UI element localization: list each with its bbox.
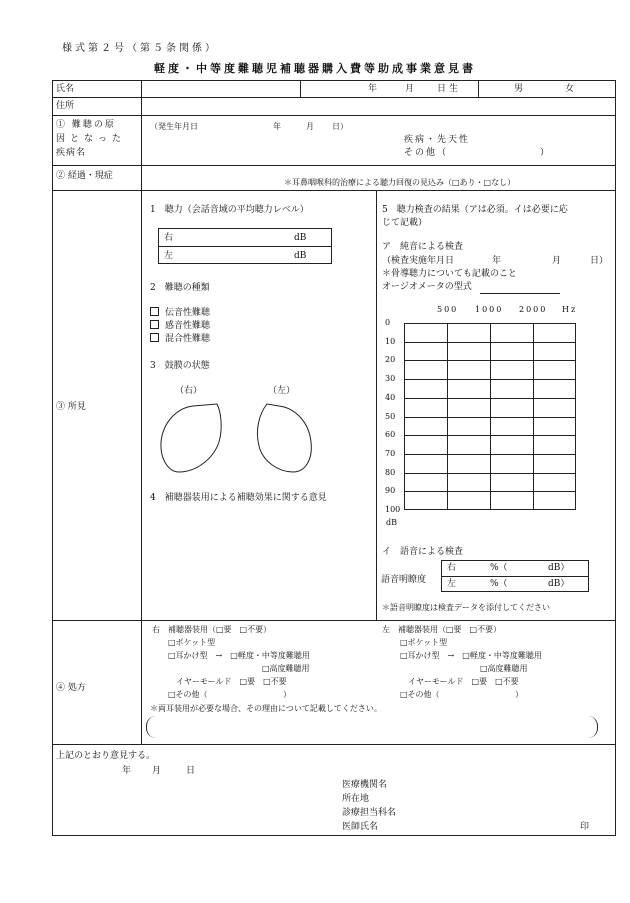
right-behind-ear-type[interactable]: □耳かけ型 → □軽度・中等度難聴用 <box>168 651 310 660</box>
hz-label-2000: 2000 <box>519 305 548 314</box>
label-column-divider <box>141 80 142 744</box>
audiogram-db-tick-label: 80 <box>385 467 396 477</box>
audiogram-row-line <box>405 360 575 361</box>
audiogram-db-tick-label: 10 <box>385 336 396 346</box>
bone-conduction-note: ＊骨導聴力についても記載のこと <box>382 269 517 279</box>
speech-left-pct[interactable]: %（ <box>490 579 508 589</box>
speech-test-title: イ 語音による検査 <box>382 547 464 557</box>
name-label: 氏名 <box>56 84 75 94</box>
audiogram-db-tick-label: 70 <box>385 448 396 458</box>
left-aid-title[interactable]: 左 補聴器装用（□要 □不要） <box>382 625 502 634</box>
left-severe-type[interactable]: □高度難聴用 <box>480 664 528 673</box>
test-results-title-line1: 5 聴力検査の結果（アは必須。イは必要に応 <box>382 205 568 215</box>
speech-left-db[interactable]: dB） <box>548 579 570 589</box>
pure-tone-title: ア 純音による検査 <box>382 242 464 252</box>
eardrum-title: 3 鼓膜の状態 <box>150 361 210 371</box>
audiogram-db-tick-label: 0 <box>385 318 391 327</box>
course-label: ② 経過・現症 <box>56 171 113 181</box>
left-behind-ear-type[interactable]: □耳かけ型 → □軽度・中等度難聴用 <box>400 651 542 660</box>
statement: 上記のとおり意見する。 <box>56 751 156 761</box>
gender-female[interactable]: 女 <box>565 84 575 94</box>
pure-tone-year: 年 <box>492 256 502 266</box>
seal-mark: 印 <box>580 822 590 832</box>
audiogram-row-line <box>405 398 575 399</box>
loss-type-mixed[interactable]: 混合性難聴 <box>150 333 210 345</box>
sign-month: 月 <box>152 766 162 776</box>
birth-month-label: 月 <box>405 84 415 94</box>
disease-other-label: その他（ <box>404 148 449 158</box>
audiogram-row-line <box>405 342 575 343</box>
loss-type-title: 2 難聴の種類 <box>150 283 210 293</box>
gender-male[interactable]: 男 <box>514 84 524 94</box>
left-earmold[interactable]: イヤーモールド □要 □不要 <box>408 677 519 686</box>
row-divider <box>52 620 616 621</box>
speech-clarity-label: 語音明瞭度 <box>381 575 427 585</box>
sign-day: 日 <box>186 766 196 776</box>
audiometer-model-label: オージオメータの型式 <box>382 282 472 292</box>
hearing-left-unit[interactable]: dB <box>294 251 307 261</box>
prescription-label: ④ 処方 <box>56 683 86 693</box>
address-label: 住所 <box>56 101 75 111</box>
findings-divider <box>376 190 377 620</box>
loss-type-conductive[interactable]: 伝音性難聴 <box>150 307 210 319</box>
address-field[interactable] <box>142 98 615 114</box>
onset-day-label: 日） <box>332 122 348 131</box>
audiogram-db-tick-label: 20 <box>385 355 396 365</box>
right-earmold[interactable]: イヤーモールド □要 □不要 <box>176 677 287 686</box>
sign-year: 年 <box>122 766 132 776</box>
hearing-aid-effect-title: 4 補聴器装用による補聴効果に関する意見 <box>150 493 327 503</box>
institution-label: 医療機関名 <box>342 780 388 790</box>
onset-year-label: 年 <box>273 122 281 131</box>
facility-address-label: 所在地 <box>342 794 370 804</box>
cause-label-line2: 因となった <box>56 134 127 144</box>
pure-tone-month: 月 <box>552 256 562 266</box>
audiometer-model-field[interactable] <box>480 293 560 294</box>
pure-tone-day: 日） <box>590 256 609 266</box>
speech-right-label: 右 <box>447 563 457 573</box>
audiogram-db-tick-label: 60 <box>385 430 396 440</box>
right-other[interactable]: □その他（ <box>168 690 208 699</box>
gender-divider <box>478 80 479 97</box>
form-title: 軽度・中等度難聴児補聴器購入費等助成事業意見書 <box>154 62 476 75</box>
test-results-title-line2: じて記載） <box>382 218 428 228</box>
audiogram-row-line <box>405 435 575 436</box>
speech-right-db[interactable]: dB） <box>548 563 570 573</box>
onset-date-label: （発生年月日 <box>150 122 198 131</box>
right-other-close: ） <box>283 690 291 699</box>
right-pocket-type[interactable]: □ポケット型 <box>168 638 216 647</box>
eardrum-right-outline <box>161 404 221 472</box>
binaural-note: ＊両耳装用が必要な場合、その理由について記載してください。 <box>150 704 382 713</box>
eardrum-left-outline <box>257 404 311 472</box>
audiogram-db-tick-label: 100 <box>385 505 401 514</box>
audiogram-db-tick-label: 30 <box>385 374 396 384</box>
checkbox[interactable] <box>150 320 159 329</box>
audiogram-db-tick-label: 40 <box>385 392 396 402</box>
recovery-note: ＊耳鼻咽喉科的治療による聴力回復の見込み（□あり・□なし） <box>284 178 516 187</box>
birth-day-label: 日生 <box>437 84 462 94</box>
hearing-left-label: 左 <box>164 251 174 261</box>
cause-label-line3: 疾病名 <box>56 148 87 158</box>
audiogram-row-line <box>405 417 575 418</box>
speech-right-pct[interactable]: %（ <box>490 563 508 573</box>
speech-left-label: 左 <box>447 579 457 589</box>
row-divider <box>52 115 616 116</box>
hearing-right-unit[interactable]: dB <box>294 233 307 243</box>
audiogram-grid[interactable] <box>404 323 576 510</box>
audiogram-db-tick-label: 90 <box>385 486 396 496</box>
row-divider <box>52 190 616 191</box>
pure-tone-date-label: （検査実施年月日 <box>382 256 455 266</box>
form-number: 様式第２号（第５条関係） <box>62 43 218 54</box>
hearing-level-title: 1 聴力（会話音域の平均聴力レベル） <box>150 205 309 215</box>
checkbox[interactable] <box>150 333 159 342</box>
hearing-level-table-divider <box>158 246 332 247</box>
row-divider <box>52 744 616 745</box>
eardrum-drawing <box>155 398 335 478</box>
audiogram-row-line <box>405 473 575 474</box>
eardrum-left-label: （左） <box>268 386 296 396</box>
hz-label-500: 500 <box>437 305 459 314</box>
left-other[interactable]: □その他（ <box>400 690 440 699</box>
hearing-right-label: 右 <box>164 233 174 243</box>
disease-other-close: ） <box>540 148 550 158</box>
right-severe-type[interactable]: □高度難聴用 <box>262 664 310 673</box>
name-divider <box>300 80 301 97</box>
findings-label: ③ 所見 <box>56 402 86 412</box>
birth-year-label: 年 <box>368 84 378 94</box>
disease-congenital-label: 疾病・先天性 <box>404 135 471 145</box>
speech-clarity-divider <box>441 576 589 577</box>
left-pocket-type[interactable]: □ポケット型 <box>400 638 448 647</box>
checkbox[interactable] <box>150 307 159 316</box>
doctor-name-label: 医師氏名 <box>342 822 379 832</box>
audiogram-row-line <box>405 454 575 455</box>
speech-data-note: ＊語音明瞭度は検査データを添付してください <box>382 603 550 612</box>
name-field[interactable] <box>142 81 299 96</box>
loss-type-sensorineural[interactable]: 感音性難聴 <box>150 320 210 332</box>
hz-label-1000: 1000 <box>475 305 504 314</box>
cause-label-line1: ① 難聴の原 <box>56 120 116 130</box>
eardrum-right-label: （右） <box>175 386 203 396</box>
audiogram-db-unit: dB <box>386 518 397 527</box>
department-label: 診療担当科名 <box>342 808 397 818</box>
onset-month-label: 月 <box>306 122 314 131</box>
audiogram-row-line <box>405 379 575 380</box>
hz-unit: Hz <box>562 305 578 314</box>
right-aid-title[interactable]: 右 補聴器装用（□要 □不要） <box>152 625 272 634</box>
row-divider <box>52 165 616 166</box>
audiogram-row-line <box>405 491 575 492</box>
audiogram-db-tick-label: 50 <box>385 411 396 421</box>
left-other-close: ） <box>515 690 523 699</box>
binaural-reason-field[interactable] <box>146 716 598 738</box>
